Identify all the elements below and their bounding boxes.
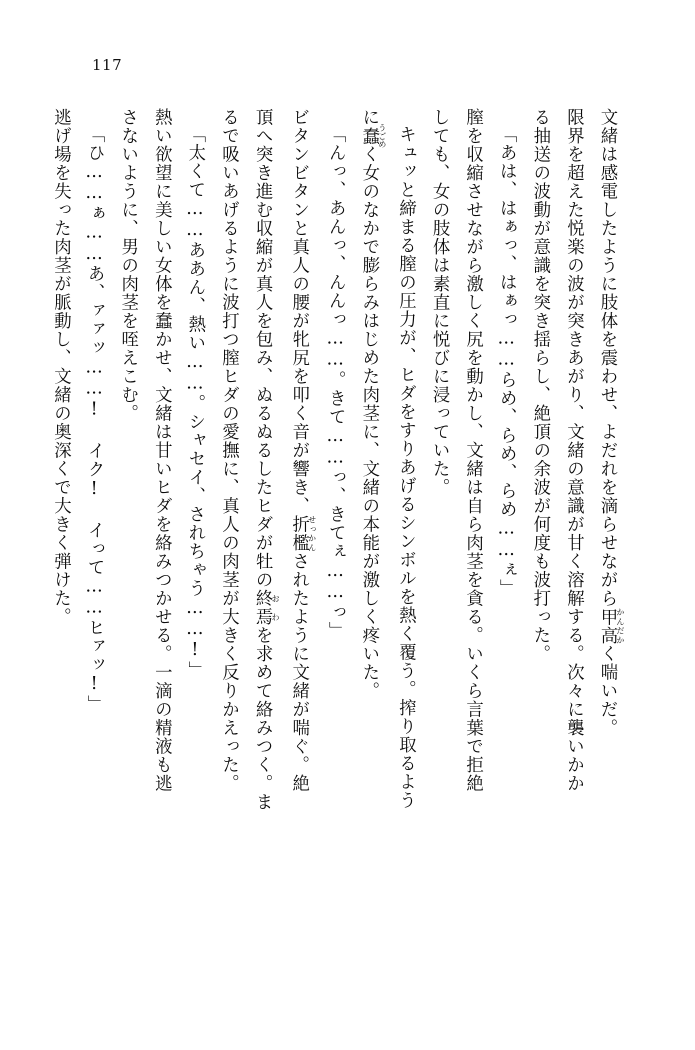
text-line: 「あは、はぁっ、はぁっ……らめ、らめ、らめ……ぇ」 — [496, 125, 517, 598]
text-line: 膣を収縮させながら激しく尻を動かし、文緒は自ら肉茎を貪る。いくら言葉で拒絶 — [462, 108, 483, 793]
ruby-annotation: 蠢 うごめ — [358, 123, 388, 149]
text-line: 「ひ……ぁ……あ、ァァッ……! イク! イって……ヒァッ!」 — [84, 125, 105, 714]
text-line: しても、女の肢体は素直に悦びに浸っていた。 — [429, 108, 450, 497]
text-line: 逃げ場を失った肉茎が脈動し、文緒の奥深くで大きく弾けた。 — [50, 108, 71, 626]
text-line: 熱い欲望に美しい女体を蠢かせ、文緒は甘いヒダを絡みつかせる。一滴の精液も逃 — [151, 108, 172, 793]
text-line: るで吸いあげるように波打つ膣ヒダの愛撫に、真人の肉茎が大きく反りかえった。 — [218, 108, 239, 793]
text-line: 「太くて……ああん、熱い……。シャセイ、されちゃう……!」 — [184, 125, 205, 680]
text-line: 限界を超えた悦楽の波が突きあがり、文緒の意識が甘く溶解する。次々に襲いかか — [563, 108, 584, 793]
text-line: に蠢 うごめく女のなかで膨らみはじめた肉茎に、文緒の本能が激しく疼いた。 — [358, 108, 388, 700]
page-number: 117 — [92, 56, 123, 74]
text-line: キュッと締まる膣の圧力が、ヒダをすりあげるシンボルを熱く覆う。搾り取るよう — [395, 125, 416, 810]
page-text-body — [50, 108, 626, 908]
ruby-annotation: 終焉 おわ — [252, 589, 282, 626]
text-line: 「んっ、あんっ、んんっ……。きて……っ、きてぇ……っ」 — [325, 125, 346, 641]
text-line: る抽送の波動が意識を突き揺らし、絶頂の余波が何度も波打った。 — [529, 108, 550, 663]
text-line: さないように、男の肉茎を咥えこむ。 — [117, 108, 138, 423]
text-line: 文緒は感電したように肢体を震わせ、よだれを滴らせながら甲高 かんだかく喘いだ。 — [597, 108, 626, 737]
ruby-annotation: 折檻 せっかん — [288, 515, 318, 552]
text-line: ビタンビタンと真人の腰が牝尻を叩く音が響き、折檻 せっかんされたように文緒が喘ぐ。絶 — [288, 108, 318, 793]
ruby-annotation: 甲高 かんだか — [597, 607, 626, 645]
text-line: 頂へ突き進む収縮が真人を包み、ぬるぬるしたヒダが牡の終焉 おわを求めて絡みつく。ま — [252, 108, 282, 811]
